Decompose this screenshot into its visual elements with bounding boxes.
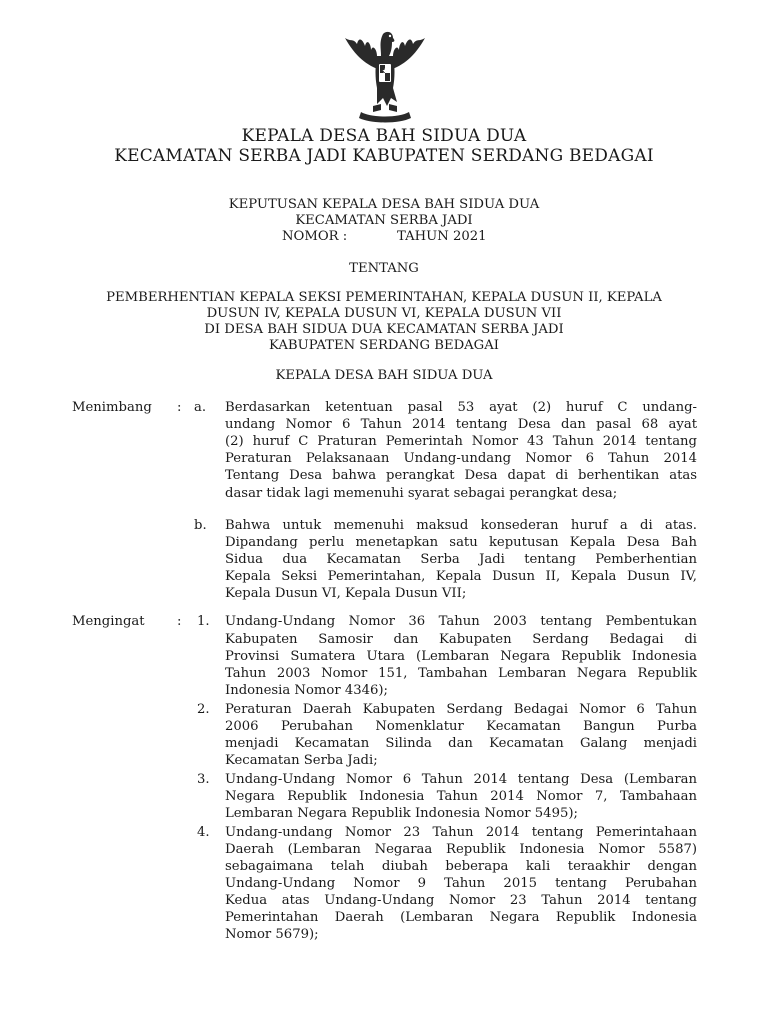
- item-marker: b.: [194, 518, 207, 533]
- subject-line: KABUPATEN SERDANG BEDAGAI: [269, 338, 499, 353]
- item-line: 2006 Perubahan Nomenklatur Kecamatan Bangun Purba: [225, 719, 697, 734]
- subject-line: DI DESA BAH SIDUA DUA KECAMATAN SERBA JADI: [204, 322, 564, 337]
- item-line: Peraturan Pelaksanaan Undang-undang Nomor 6 Tahun 2014: [225, 451, 697, 466]
- item-line: Kecamatan Serba Jadi;: [225, 753, 378, 768]
- item-line: Daerah (Lembaran Negaraa Republik Indonesia Nomor 5587): [225, 842, 697, 857]
- mengingat-colon: :: [177, 614, 182, 629]
- item-line: undang Nomor 6 Tahun 2014 tentang Desa dan pasal 68 ayat: [225, 417, 697, 432]
- item-marker: 2.: [197, 702, 210, 717]
- header-village-head: KEPALA DESA BAH SIDUA DUA: [241, 126, 527, 146]
- decision-year: TAHUN 2021: [397, 229, 487, 244]
- item-line: Kepala Dusun VI, Kepala Dusun VII;: [225, 586, 467, 601]
- item-line: Provinsi Sumatera Utara (Lembaran Negara Republik Indonesia: [225, 649, 697, 664]
- item-line: Negara Republik Indonesia Tahun 2014 Nomor 7, Tambahaan: [225, 789, 697, 804]
- item-line: Dipandang perlu menetapkan satu keputusan Kepala Desa Bah: [225, 535, 697, 550]
- item-line: Sidua dua Kecamatan Serba Jadi tentang Pemberhentian: [225, 552, 697, 567]
- item-marker: a.: [194, 400, 207, 415]
- item-marker: 3.: [197, 772, 210, 787]
- item-marker: 4.: [197, 825, 210, 840]
- mengingat-label: Mengingat: [72, 614, 145, 629]
- item-line: Kabupaten Samosir dan Kabupaten Serdang Bedagai di: [225, 632, 697, 647]
- item-line: Tentang Desa bahwa perangkat Desa dapat di berhentikan atas: [225, 468, 697, 483]
- decision-title: KEPUTUSAN KEPALA DESA BAH SIDUA DUA: [228, 197, 540, 212]
- subject-line: PEMBERHENTIAN KEPALA SEKSI PEMERINTAHAN, KEPALA DUSUN II, KEPALA: [106, 290, 662, 305]
- item-line: Kepala Seksi Pemerintahan, Kepala Dusun II, Kepala Dusun IV,: [225, 569, 697, 584]
- item-marker: 1.: [197, 614, 210, 629]
- item-line: Undang-Undang Nomor 6 Tahun 2014 tentang Desa (Lembaran: [225, 772, 697, 787]
- item-line: Undang-Undang Nomor 9 Tahun 2015 tentang Perubahan: [225, 876, 697, 891]
- item-line: Undang-Undang Nomor 36 Tahun 2003 tentang Pembentukan: [225, 614, 697, 629]
- tentang-heading: TENTANG: [349, 261, 419, 276]
- item-line: (2) huruf C Praturan Pemerintah Nomor 43 Tahun 2014 tentang: [225, 434, 697, 449]
- item-line: dasar tidak lagi memenuhi syarat sebagai perangkat desa;: [225, 486, 618, 501]
- decision-district: KECAMATAN SERBA JADI: [295, 213, 473, 228]
- item-line: Peraturan Daerah Kabupaten Serdang Bedagai Nomor 6 Tahun: [225, 702, 697, 717]
- item-line: Pemerintahan Daerah (Lembaran Negara Republik Indonesia: [225, 910, 697, 925]
- menimbang-label: Menimbang: [72, 400, 152, 415]
- garuda-emblem-icon: [337, 26, 433, 126]
- item-line: Indonesia Nomor 4346);: [225, 683, 388, 698]
- authority-heading: KEPALA DESA BAH SIDUA DUA: [275, 368, 493, 383]
- item-line: Tahun 2003 Nomor 151, Tambahan Lembaran Negara Republik: [225, 666, 697, 681]
- item-line: Kedua atas Undang-Undang Nomor 23 Tahun 2014 tentang: [225, 893, 697, 908]
- item-line: Berdasarkan ketentuan pasal 53 ayat (2) huruf C undang-: [225, 400, 697, 415]
- item-line: menjadi Kecamatan Silinda dan Kecamatan Galang menjadi: [225, 736, 697, 751]
- header-district-regency: KECAMATAN SERBA JADI KABUPATEN SERDANG BEDAGAI: [114, 146, 654, 166]
- item-line: Bahwa untuk memenuhi maksud konsederan huruf a di atas.: [225, 518, 697, 533]
- item-line: Undang-undang Nomor 23 Tahun 2014 tentang Pemerintahaan: [225, 825, 697, 840]
- item-line: sebagaimana telah diubah beberapa kali teraakhir dengan: [225, 859, 697, 874]
- decision-number-label: NOMOR :: [282, 229, 348, 244]
- item-line: Lembaran Negara Republik Indonesia Nomor 5495);: [225, 806, 578, 821]
- menimbang-colon: :: [177, 400, 182, 415]
- subject-line: DUSUN IV, KEPALA DUSUN VI, KEPALA DUSUN VII: [206, 306, 562, 321]
- item-line: Nomor 5679);: [225, 927, 319, 942]
